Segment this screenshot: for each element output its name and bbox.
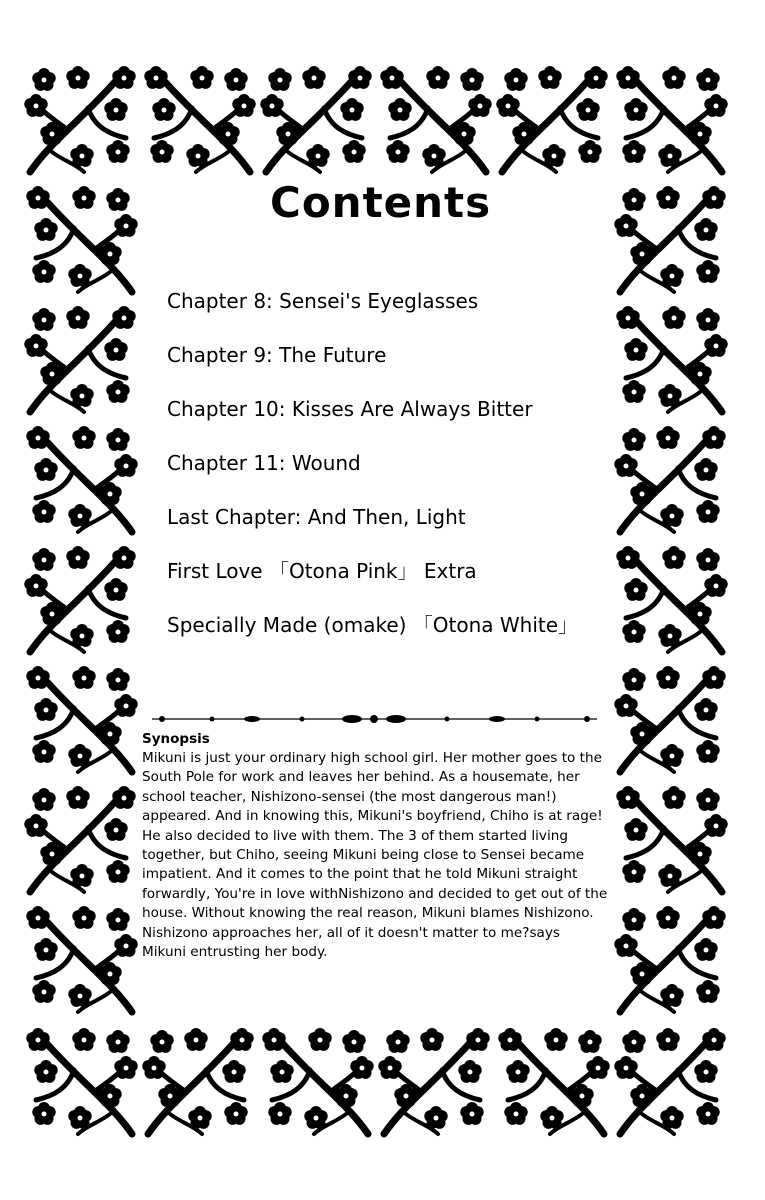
toc-item[interactable]: Chapter 11: Wound bbox=[167, 451, 361, 475]
flower-vine-icon bbox=[614, 186, 725, 292]
flower-vine-icon bbox=[260, 66, 371, 172]
flower-vine-icon bbox=[616, 786, 727, 892]
flower-vine-icon bbox=[614, 906, 725, 1012]
page-title: Contents bbox=[270, 178, 492, 227]
toc-item[interactable]: Chapter 8: Sensei's Eyeglasses bbox=[167, 289, 479, 313]
flower-vine-icon bbox=[26, 906, 137, 1012]
flower-vine-icon bbox=[616, 66, 727, 172]
flower-vine-icon bbox=[24, 306, 135, 412]
flower-vine-icon bbox=[26, 1028, 137, 1134]
flower-vine-icon bbox=[614, 666, 725, 772]
flower-vine-icon bbox=[616, 306, 727, 412]
synopsis-heading: Synopsis bbox=[142, 731, 210, 747]
flower-vine-icon bbox=[26, 666, 137, 772]
toc-item[interactable]: Chapter 10: Kisses Are Always Bitter bbox=[167, 397, 533, 421]
toc-item[interactable]: Specially Made (omake) 「Otona White」 bbox=[167, 613, 579, 637]
ornamental-divider-icon bbox=[152, 712, 597, 726]
flower-vine-icon bbox=[24, 546, 135, 652]
flower-vine-icon bbox=[616, 546, 727, 652]
flower-vine-icon bbox=[24, 66, 135, 172]
synopsis-text: Mikuni is just your ordinary high school girl. Her mother goes to the South Pole for work and leaves her behind. As a housemate, her school teacher, Nishizono-sensei (the most dangerous man!) appeared. And in knowing this, Mikuni's boyfriend, Chiho is at rage! He also decided to live with them. The 3 of them started living together, but Chiho, seeing Mikuni being close to Sensei became impatient. And it comes to the point that he told Mikuni straight forwardly, You're in love withNishizono and decided to get out of the house. Without knowing the real reason, Mikuni blames Nishizono. Nishizono approaches her, all of it doesn't matter to me?says Mikuni entrusting her body. bbox=[142, 750, 608, 961]
flower-vine-icon bbox=[262, 1028, 373, 1134]
flower-vine-icon bbox=[26, 426, 137, 532]
flower-vine-icon bbox=[380, 66, 491, 172]
flower-vine-icon bbox=[142, 1028, 253, 1134]
flower-vine-icon bbox=[26, 186, 137, 292]
toc-item[interactable]: Chapter 9: The Future bbox=[167, 343, 387, 367]
flower-vine-icon bbox=[614, 426, 725, 532]
toc-item[interactable]: Last Chapter: And Then, Light bbox=[167, 505, 466, 529]
flower-vine-icon bbox=[144, 66, 255, 172]
flower-vine-icon bbox=[496, 66, 607, 172]
table-of-contents bbox=[167, 285, 578, 663]
toc-item[interactable]: First Love 「Otona Pink」 Extra bbox=[167, 559, 477, 583]
flower-vine-icon bbox=[378, 1028, 489, 1134]
flower-vine-icon bbox=[614, 1028, 725, 1134]
flower-vine-icon bbox=[24, 786, 135, 892]
flower-vine-icon bbox=[498, 1028, 609, 1134]
